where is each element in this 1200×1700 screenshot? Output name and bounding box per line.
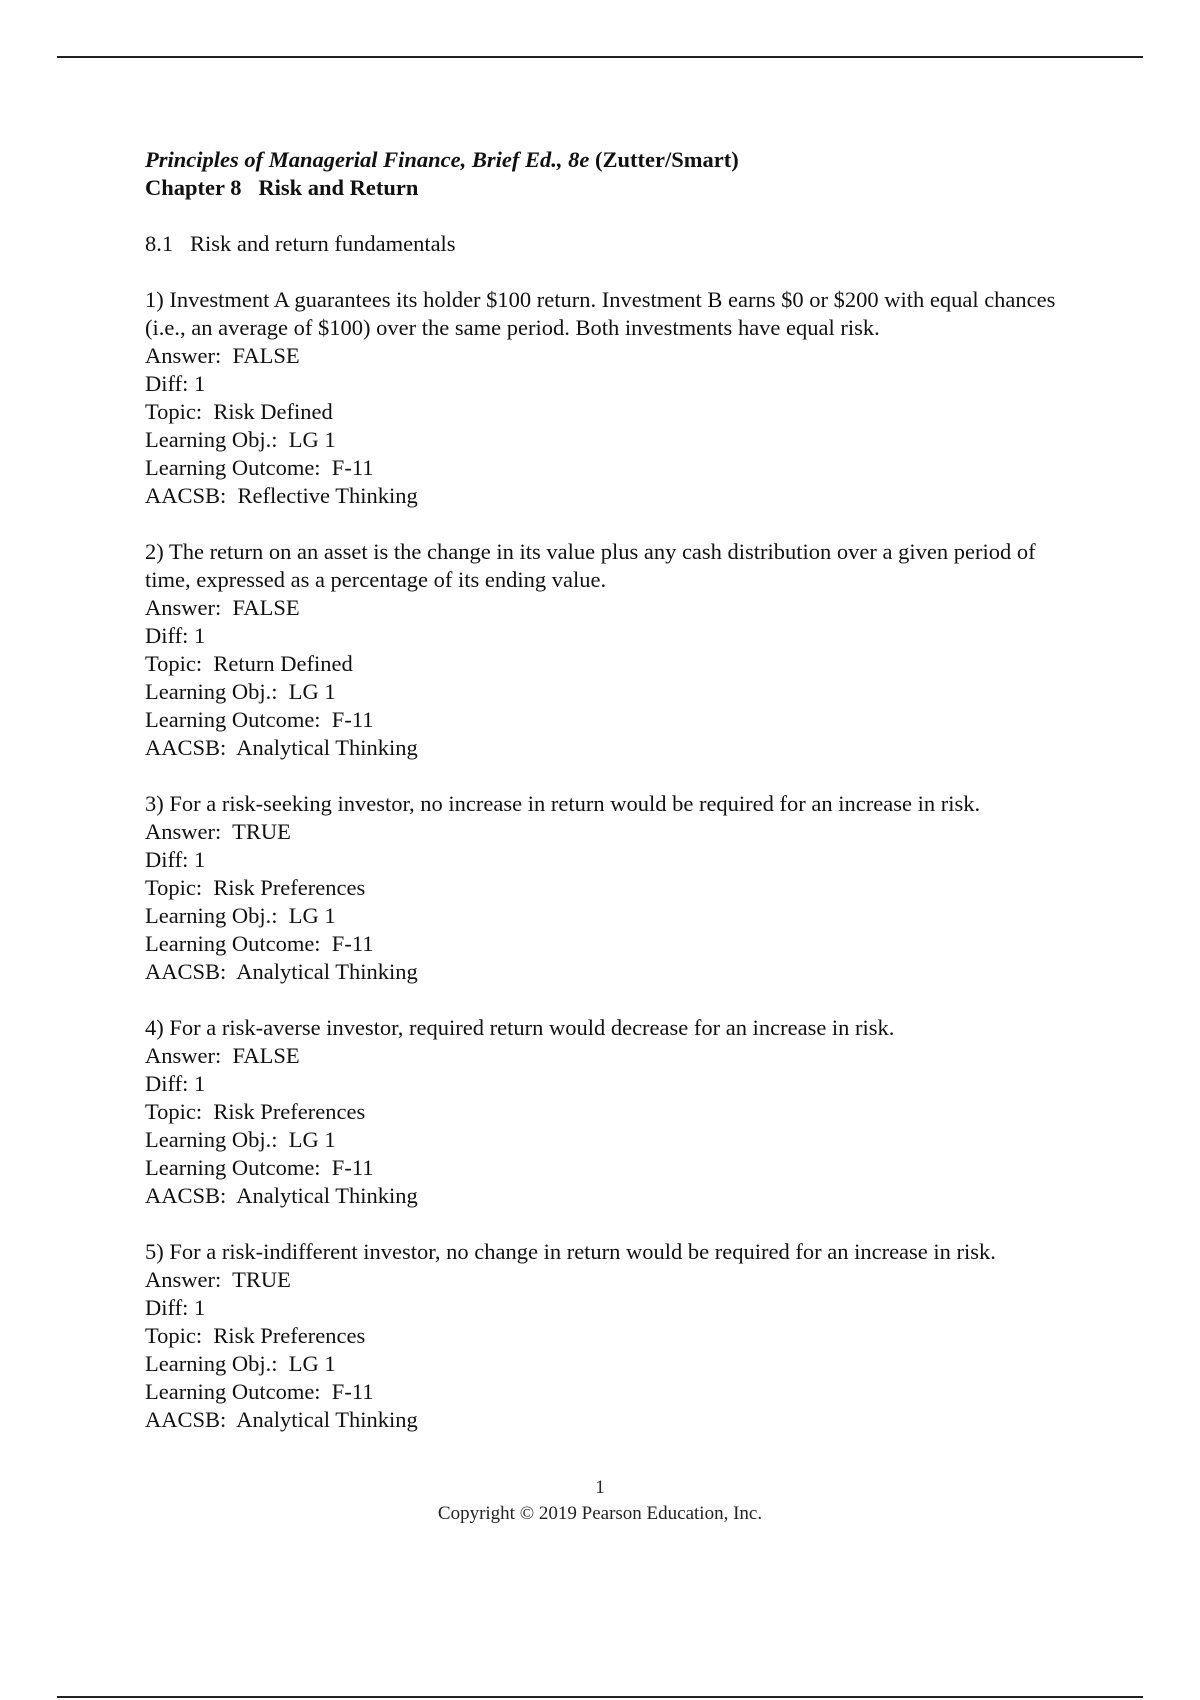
book-title bbox=[145, 146, 1085, 174]
question-block-3 bbox=[145, 790, 1085, 986]
question-answer: Answer: FALSE bbox=[145, 595, 300, 620]
question-text: 2) The return on an asset is the change in its value plus any cash distribution over a given period of time, expressed as a percentage of its ending value. bbox=[145, 539, 1036, 592]
question-block-4 bbox=[145, 1014, 1085, 1210]
question-learning-outcome: Learning Outcome: F-11 bbox=[145, 707, 374, 732]
question-aacsb: AACSB: Analytical Thinking bbox=[145, 1183, 418, 1208]
book-title-authors: (Zutter/Smart) bbox=[589, 147, 739, 172]
question-learning-obj: Learning Obj.: LG 1 bbox=[145, 1351, 336, 1376]
question-aacsb: AACSB: Reflective Thinking bbox=[145, 483, 418, 508]
question-answer: Answer: FALSE bbox=[145, 343, 300, 368]
question-text: 1) Investment A guarantees its holder $100 return. Investment B earns $0 or $200 with equal chances (i.e., an average of $100) over the same period. Both investments have equal risk. bbox=[145, 287, 1056, 340]
question-answer: Answer: TRUE bbox=[145, 819, 291, 844]
question-diff: Diff: 1 bbox=[145, 1295, 206, 1320]
question-aacsb: AACSB: Analytical Thinking bbox=[145, 1407, 418, 1432]
bottom-rule bbox=[57, 1696, 1143, 1698]
question-text: 5) For a risk-indifferent investor, no change in return would be required for an increase in risk. bbox=[145, 1239, 996, 1264]
question-answer: Answer: FALSE bbox=[145, 1043, 300, 1068]
question-diff: Diff: 1 bbox=[145, 1071, 206, 1096]
question-learning-outcome: Learning Outcome: F-11 bbox=[145, 1379, 374, 1404]
question-aacsb: AACSB: Analytical Thinking bbox=[145, 735, 418, 760]
question-topic: Topic: Risk Preferences bbox=[145, 1099, 366, 1124]
page-number: 1 bbox=[595, 1477, 605, 1498]
question-topic: Topic: Risk Preferences bbox=[145, 875, 366, 900]
section-heading: 8.1 Risk and return fundamentals bbox=[145, 231, 456, 256]
question-diff: Diff: 1 bbox=[145, 623, 206, 648]
question-text: 3) For a risk-seeking investor, no increase in return would be required for an increase in risk. bbox=[145, 791, 981, 816]
question-learning-outcome: Learning Outcome: F-11 bbox=[145, 931, 374, 956]
question-topic: Topic: Risk Preferences bbox=[145, 1323, 366, 1348]
question-learning-obj: Learning Obj.: LG 1 bbox=[145, 903, 336, 928]
question-learning-obj: Learning Obj.: LG 1 bbox=[145, 427, 336, 452]
book-title-italic: Principles of Managerial Finance, Brief Ed., 8e bbox=[145, 147, 590, 172]
question-answer: Answer: TRUE bbox=[145, 1267, 291, 1292]
question-topic: Topic: Return Defined bbox=[145, 651, 353, 676]
question-block-1 bbox=[145, 286, 1085, 510]
question-diff: Diff: 1 bbox=[145, 847, 206, 872]
chapter-title: Chapter 8 Risk and Return bbox=[145, 175, 419, 200]
copyright-notice: Copyright © 2019 Pearson Education, Inc. bbox=[437, 1503, 763, 1524]
document-body bbox=[145, 146, 1085, 1434]
question-block-2 bbox=[145, 538, 1085, 762]
question-learning-outcome: Learning Outcome: F-11 bbox=[145, 455, 374, 480]
question-text: 4) For a risk-averse investor, required return would decrease for an increase in risk. bbox=[145, 1015, 895, 1040]
question-aacsb: AACSB: Analytical Thinking bbox=[145, 959, 418, 984]
question-block-5 bbox=[145, 1238, 1085, 1434]
question-diff: Diff: 1 bbox=[145, 371, 206, 396]
question-learning-obj: Learning Obj.: LG 1 bbox=[145, 679, 336, 704]
question-learning-outcome: Learning Outcome: F-11 bbox=[145, 1155, 374, 1180]
question-learning-obj: Learning Obj.: LG 1 bbox=[145, 1127, 336, 1152]
question-topic: Topic: Risk Defined bbox=[145, 399, 333, 424]
top-rule bbox=[57, 56, 1143, 58]
